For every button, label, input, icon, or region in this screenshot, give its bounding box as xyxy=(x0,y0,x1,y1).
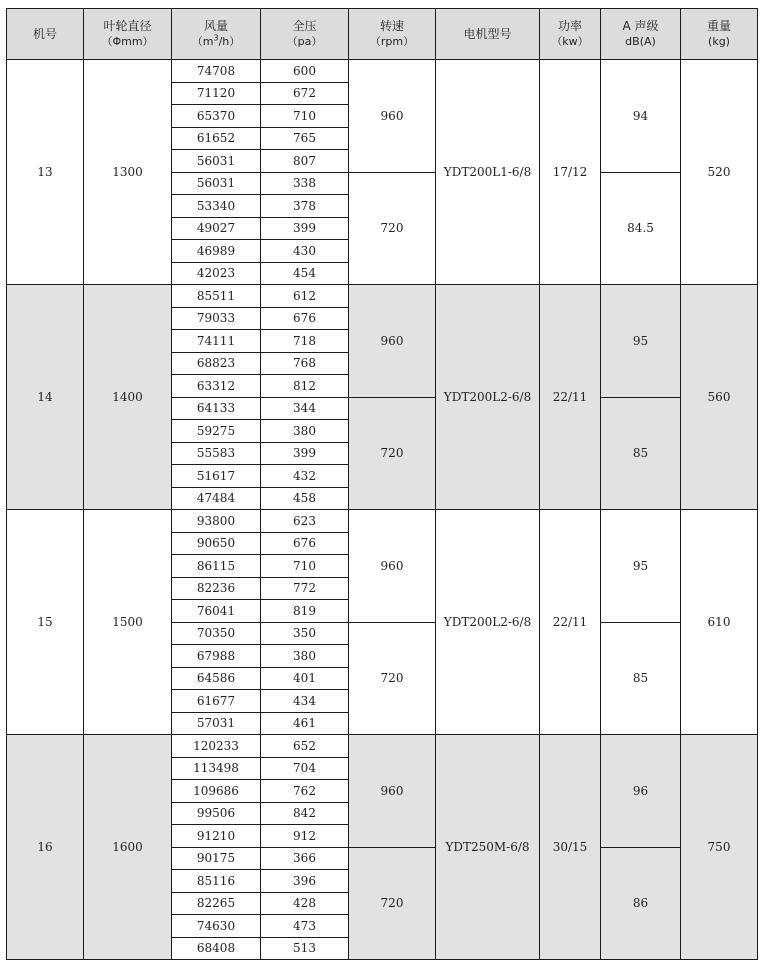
cell-flow: 113498 xyxy=(172,757,261,780)
header-power xyxy=(540,9,601,60)
cell-pressure: 762 xyxy=(261,780,349,803)
cell-pressure: 704 xyxy=(261,757,349,780)
cell-speed: 960 xyxy=(349,735,436,848)
table-row xyxy=(7,735,758,758)
cell-pressure: 842 xyxy=(261,802,349,825)
cell-flow: 74111 xyxy=(172,330,261,353)
cell-pressure: 380 xyxy=(261,420,349,443)
cell-pressure: 338 xyxy=(261,172,349,195)
cell-speed: 720 xyxy=(349,622,436,735)
cell-flow: 56031 xyxy=(172,150,261,173)
cell-pressure: 513 xyxy=(261,937,349,960)
cell-noise: 86 xyxy=(601,847,681,960)
cell-pressure: 807 xyxy=(261,150,349,173)
cell-impeller: 1300 xyxy=(84,60,172,285)
cell-flow: 74708 xyxy=(172,60,261,83)
cell-pressure: 718 xyxy=(261,330,349,353)
cell-pressure: 772 xyxy=(261,577,349,600)
cell-speed: 720 xyxy=(349,172,436,285)
cell-pressure: 458 xyxy=(261,487,349,510)
cell-pressure: 473 xyxy=(261,915,349,938)
cell-pressure: 432 xyxy=(261,465,349,488)
cell-power: 22/11 xyxy=(540,285,601,510)
cell-flow: 86115 xyxy=(172,555,261,578)
cell-weight: 750 xyxy=(681,735,758,960)
header-impeller xyxy=(84,9,172,60)
cell-pressure: 672 xyxy=(261,82,349,105)
cell-noise: 94 xyxy=(601,60,681,173)
cell-flow: 91210 xyxy=(172,825,261,848)
cell-impeller: 1600 xyxy=(84,735,172,960)
cell-flow: 82265 xyxy=(172,892,261,915)
header-noise-unit: dB(A) xyxy=(625,35,656,48)
cell-pressure: 768 xyxy=(261,352,349,375)
cell-pressure: 380 xyxy=(261,645,349,668)
cell-flow: 61677 xyxy=(172,690,261,713)
header-flow-unit: $(m^3/h)$ xyxy=(191,33,241,48)
cell-pressure: 399 xyxy=(261,442,349,465)
cell-flow: 47484 xyxy=(172,487,261,510)
cell-flow: 82236 xyxy=(172,577,261,600)
cell-flow: 64586 xyxy=(172,667,261,690)
cell-flow: 93800 xyxy=(172,510,261,533)
cell-flow: 79033 xyxy=(172,307,261,330)
cell-flow: 90650 xyxy=(172,532,261,555)
cell-noise: 84.5 xyxy=(601,172,681,285)
cell-pressure: 396 xyxy=(261,870,349,893)
cell-flow: 59275 xyxy=(172,420,261,443)
cell-flow: 49027 xyxy=(172,217,261,240)
cell-impeller: 1500 xyxy=(84,510,172,735)
cell-flow: 68408 xyxy=(172,937,261,960)
header-pressure-unit: （pa） xyxy=(286,35,323,48)
table-row xyxy=(7,60,758,83)
header-noise xyxy=(601,9,681,60)
cell-noise: 85 xyxy=(601,397,681,510)
cell-flow: 70350 xyxy=(172,622,261,645)
cell-pressure: 912 xyxy=(261,825,349,848)
cell-pressure: 676 xyxy=(261,307,349,330)
header-weight-unit: (kg) xyxy=(708,35,730,48)
cell-power: 17/12 xyxy=(540,60,601,285)
header-impeller-label: 叶轮直径 xyxy=(103,19,152,33)
cell-pressure: 612 xyxy=(261,285,349,308)
header-impeller-unit: （Φmm） xyxy=(101,35,154,48)
cell-power: 22/11 xyxy=(540,510,601,735)
header-power-label: 功率 xyxy=(557,19,582,33)
cell-flow: 85511 xyxy=(172,285,261,308)
cell-pressure: 428 xyxy=(261,892,349,915)
cell-flow: 64133 xyxy=(172,397,261,420)
cell-speed: 960 xyxy=(349,60,436,173)
cell-pressure: 600 xyxy=(261,60,349,83)
header-weight-label: 重量 xyxy=(706,19,731,33)
cell-flow: 61652 xyxy=(172,127,261,150)
cell-impeller: 1400 xyxy=(84,285,172,510)
cell-pressure: 454 xyxy=(261,262,349,285)
header-flow-label: 风量 xyxy=(203,19,228,33)
cell-speed: 720 xyxy=(349,397,436,510)
cell-pressure: 710 xyxy=(261,105,349,128)
cell-model: 16 xyxy=(7,735,84,960)
header-pressure xyxy=(261,9,349,60)
cell-pressure: 399 xyxy=(261,217,349,240)
cell-power: 30/15 xyxy=(540,735,601,960)
cell-speed: 960 xyxy=(349,285,436,398)
cell-noise: 95 xyxy=(601,285,681,398)
cell-flow: 63312 xyxy=(172,375,261,398)
header-speed-unit: （rpm） xyxy=(369,35,415,48)
table-header xyxy=(7,9,758,60)
cell-pressure: 344 xyxy=(261,397,349,420)
cell-weight: 520 xyxy=(681,60,758,285)
cell-flow: 42023 xyxy=(172,262,261,285)
model-group xyxy=(7,735,758,960)
cell-flow: 120233 xyxy=(172,735,261,758)
header-power-unit: （kw） xyxy=(551,35,589,48)
cell-motor: YDT250M-6/8 xyxy=(436,735,540,960)
cell-flow: 53340 xyxy=(172,195,261,218)
cell-model: 14 xyxy=(7,285,84,510)
cell-flow: 67988 xyxy=(172,645,261,668)
header-model xyxy=(7,9,84,60)
cell-flow: 68823 xyxy=(172,352,261,375)
header-noise-label: A 声级 xyxy=(622,19,659,33)
cell-pressure: 378 xyxy=(261,195,349,218)
header-speed-label: 转速 xyxy=(379,19,404,33)
cell-pressure: 401 xyxy=(261,667,349,690)
header-model-label: 机号 xyxy=(32,26,57,41)
model-group xyxy=(7,285,758,510)
model-group xyxy=(7,60,758,285)
cell-flow: 76041 xyxy=(172,600,261,623)
cell-flow: 65370 xyxy=(172,105,261,128)
cell-pressure: 350 xyxy=(261,622,349,645)
cell-pressure: 434 xyxy=(261,690,349,713)
fan-spec-table xyxy=(6,8,758,960)
cell-noise: 96 xyxy=(601,735,681,848)
cell-flow: 55583 xyxy=(172,442,261,465)
table-row xyxy=(7,510,758,533)
cell-model: 13 xyxy=(7,60,84,285)
cell-pressure: 819 xyxy=(261,600,349,623)
cell-flow: 99506 xyxy=(172,802,261,825)
model-group xyxy=(7,510,758,735)
cell-flow: 90175 xyxy=(172,847,261,870)
table-row xyxy=(7,285,758,308)
cell-flow: 85116 xyxy=(172,870,261,893)
cell-flow: 56031 xyxy=(172,172,261,195)
cell-weight: 610 xyxy=(681,510,758,735)
header-speed xyxy=(349,9,436,60)
cell-speed: 960 xyxy=(349,510,436,623)
cell-flow: 71120 xyxy=(172,82,261,105)
cell-pressure: 676 xyxy=(261,532,349,555)
header-motor-label: 电机型号 xyxy=(463,26,512,41)
header-flow xyxy=(172,9,261,60)
cell-pressure: 623 xyxy=(261,510,349,533)
cell-flow: 51617 xyxy=(172,465,261,488)
cell-pressure: 765 xyxy=(261,127,349,150)
cell-flow: 46989 xyxy=(172,240,261,263)
cell-noise: 95 xyxy=(601,510,681,623)
cell-pressure: 366 xyxy=(261,847,349,870)
cell-flow: 57031 xyxy=(172,712,261,735)
header-pressure-label: 全压 xyxy=(292,19,317,33)
cell-flow: 109686 xyxy=(172,780,261,803)
cell-pressure: 652 xyxy=(261,735,349,758)
cell-pressure: 461 xyxy=(261,712,349,735)
cell-pressure: 812 xyxy=(261,375,349,398)
header-weight xyxy=(681,9,758,60)
cell-weight: 560 xyxy=(681,285,758,510)
cell-flow: 74630 xyxy=(172,915,261,938)
cell-motor: YDT200L2-6/8 xyxy=(436,285,540,510)
cell-speed: 720 xyxy=(349,847,436,960)
cell-pressure: 430 xyxy=(261,240,349,263)
cell-motor: YDT200L2-6/8 xyxy=(436,510,540,735)
cell-pressure: 710 xyxy=(261,555,349,578)
cell-motor: YDT200L1-6/8 xyxy=(436,60,540,285)
cell-noise: 85 xyxy=(601,622,681,735)
cell-model: 15 xyxy=(7,510,84,735)
header-motor xyxy=(436,9,540,60)
